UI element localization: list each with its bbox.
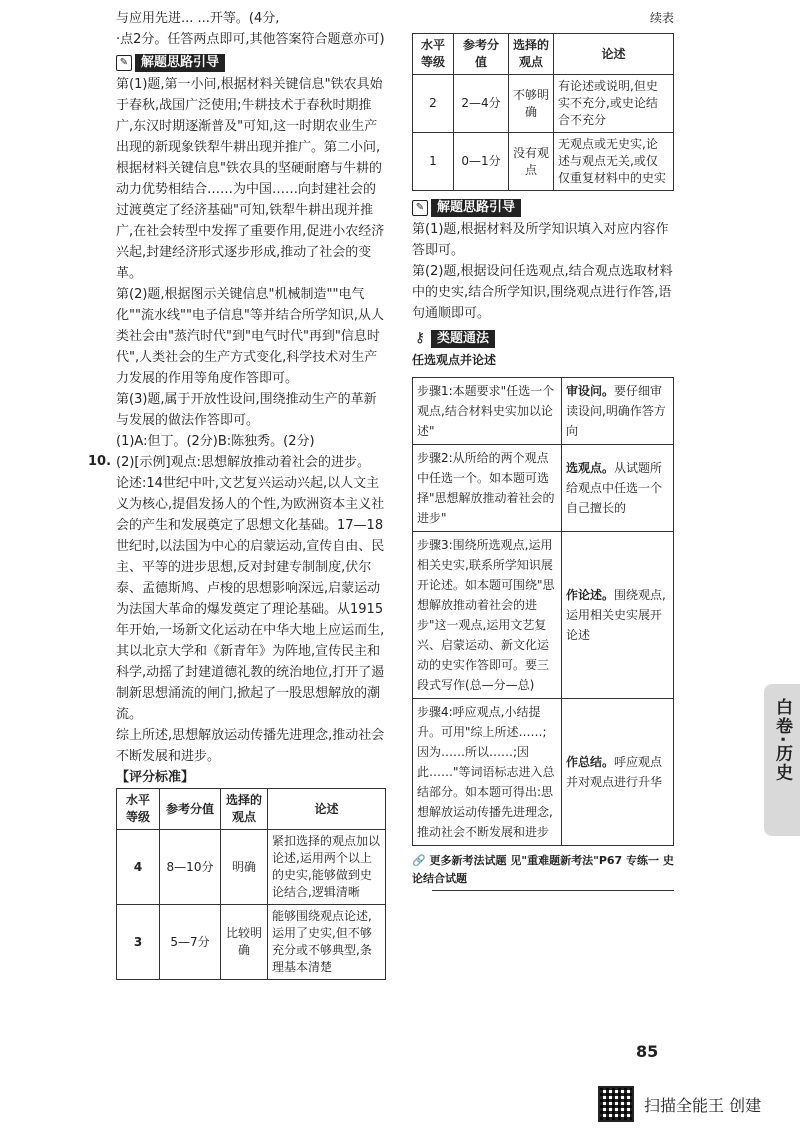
table-cell: 明确 bbox=[221, 830, 268, 905]
method-steps-table bbox=[412, 377, 674, 846]
footer bbox=[598, 1086, 761, 1122]
table-cell: 5—7分 bbox=[160, 905, 221, 980]
section-header-label: 解题思路引导 bbox=[135, 54, 225, 72]
qr-code-icon bbox=[598, 1086, 634, 1122]
grading-table-continued bbox=[412, 33, 674, 191]
table-header: 参考分值 bbox=[160, 789, 221, 830]
table-row bbox=[413, 532, 674, 699]
answer-10-part-1: (1)A:但丁。(2分)B:陈独秀。(2分) bbox=[116, 434, 315, 449]
table-row bbox=[117, 905, 386, 980]
side-tab bbox=[764, 684, 800, 836]
section-header-guide-2 bbox=[412, 199, 674, 217]
table-header: 参考分值 bbox=[454, 34, 509, 75]
step-action: 选观点。从试题所给观点中任选一个自己擅长的 bbox=[562, 445, 674, 532]
table-cell: 有论述或说明,但史实不充分,或史论结合不充分 bbox=[554, 75, 674, 133]
table-cell: 2 bbox=[413, 75, 454, 133]
footer-text: 扫描全能王 创建 bbox=[644, 1095, 762, 1115]
table-cell: 1 bbox=[413, 133, 454, 191]
answer-10-argument: 论述:14世纪中叶,文艺复兴运动兴起,以人文主义为核心,提倡发扬人的个性,为欧洲资本主义社会的产生和发展奠定了思想文化基础。17—18世纪时,以法国为中心的启蒙运动,宣传自由、民主、平等的进步思想,反对封建专制制度,伏尔泰、孟德斯鸠、卢梭的思想影响深远,启蒙运动为法国大革命的爆发奠定了理论基础。从1915年开始,一场新文化运动在中华大地上应运而生,其以北京大学和《新青年》为阵地,宣传民主和科学,动摇了封建道德礼教的统治地位,打开了遏制新思想涌流的闸门,掀起了一股思想解放的潮流。 bbox=[116, 476, 385, 722]
section-header-label: 解题思路引导 bbox=[431, 199, 521, 217]
left-column bbox=[116, 8, 386, 980]
table-cell: 4 bbox=[117, 830, 160, 905]
table-row bbox=[413, 133, 674, 191]
top-line-2: ·点2分。任答两点即可,其他答案符合题意亦可) bbox=[116, 32, 385, 47]
side-tab-label: 白卷·历史 bbox=[772, 698, 792, 783]
step-action: 作总结。呼应观点并对观点进行升华 bbox=[562, 699, 674, 846]
table-row bbox=[413, 699, 674, 846]
table-row bbox=[413, 445, 674, 532]
guide-paragraph-1: 第(1)题,第一小问,根据材料关键信息"铁农具始于春秋,战国广泛使用;牛耕技术于春秋时期推广,东汉时期逐渐普及"可知,这一时期农业生产出现的新现象铁犁牛耕出现并推广。第二小问,根据材料关键信息"铁农具的坚硬耐磨与牛耕的动力优势相结合……为中国……向封建社会的过渡奠定了经济基础"可知,铁犁牛耕出现并推广,在社会转型中发挥了重要作用,促进小农经济兴起,封建经济形式逐步形成,推动了社会的变革。 bbox=[116, 77, 385, 281]
table-header: 选择的观点 bbox=[221, 789, 268, 830]
table-row bbox=[117, 830, 386, 905]
table-header-row bbox=[117, 789, 386, 830]
continued-label: 续表 bbox=[649, 11, 674, 25]
top-line-1: 与应用先进... ...开等。(4分, bbox=[116, 11, 280, 26]
table-header: 论述 bbox=[554, 34, 674, 75]
right-column bbox=[412, 8, 674, 895]
step-description: 步骤2:从所给的两个观点中任选一个。如本题可选择"思想解放推动着社会的进步" bbox=[413, 445, 562, 532]
table-header: 水平等级 bbox=[413, 34, 454, 75]
grading-table bbox=[116, 788, 386, 980]
table-cell: 没有观点 bbox=[509, 133, 554, 191]
table-cell: 2—4分 bbox=[454, 75, 509, 133]
step-action: 审设问。要仔细审读设问,明确作答方向 bbox=[562, 378, 674, 445]
table-cell: 能够围绕观点论述,运用了史实,但不够充分或不够典型,条理基本清楚 bbox=[268, 905, 386, 980]
guide-paragraph-1: 第(1)题,根据材料及所学知识填入对应内容作答即可。 bbox=[412, 222, 669, 258]
section-header-label: 类题通法 bbox=[431, 330, 495, 348]
table-header: 水平等级 bbox=[117, 789, 160, 830]
table-cell: 无观点或无史实,论述与观点无关,或仅仅重复材料中的史实 bbox=[554, 133, 674, 191]
divider bbox=[432, 890, 674, 891]
step-description: 步骤3:围绕所选观点,运用相关史实,联系所学知识展开论述。如本题可围绕"思想解放推动着社会的进步"这一观点,运用文艺复兴、启蒙运动、新文化运动的史实作答即可。要三段式写作(总—分—总) bbox=[413, 532, 562, 699]
table-cell: 比较明确 bbox=[221, 905, 268, 980]
table-row bbox=[413, 378, 674, 445]
method-title: 任选观点并论述 bbox=[412, 353, 497, 367]
answer-10-conclusion: 综上所述,思想解放运动传播先进理念,推动社会不断发展和进步。 bbox=[116, 728, 385, 764]
section-header-guide bbox=[116, 54, 386, 72]
table-cell: 0—1分 bbox=[454, 133, 509, 191]
table-header: 论述 bbox=[268, 789, 386, 830]
table-row bbox=[413, 75, 674, 133]
guide-paragraph-2: 第(2)题,根据设问任选观点,结合观点选取材料中的史实,结合所学知识,围绕观点进行作答,语句通顺即可。 bbox=[412, 264, 673, 321]
grading-title: 【评分标准】 bbox=[116, 770, 195, 785]
table-header: 选择的观点 bbox=[509, 34, 554, 75]
table-cell: 不够明确 bbox=[509, 75, 554, 133]
table-header-row bbox=[413, 34, 674, 75]
table-cell: 8—10分 bbox=[160, 830, 221, 905]
guide-paragraph-3: 第(3)题,属于开放性设问,围绕推动生产的革新与发展的做法作答即可。 bbox=[116, 392, 377, 428]
step-description: 步骤4:呼应观点,小结提升。可用"综上所述……;因为……所以……;因此……"等词语标志进入总结部分。如本题可得出:思想解放运动传播先进理念,推动社会不断发展和进步 bbox=[413, 699, 562, 846]
table-cell: 紧扣选择的观点加以论述,运用两个以上的史实,能够做到史论结合,逻辑清晰 bbox=[268, 830, 386, 905]
pencil-icon: ✎ bbox=[412, 200, 428, 216]
question-number: 10. bbox=[88, 454, 112, 469]
step-description: 步骤1:本题要求"任选一个观点,结合材料史实加以论述" bbox=[413, 378, 562, 445]
guide-paragraph-2: 第(2)题,根据图示关键信息"机械制造""电气化""流水线""电子信息"等并结合所学知识,从人类社会由"蒸汽时代"到"电气时代"再到"信息时代",人类社会的生产方式变化,科学技术对生产力发展的作用等角度作答即可。 bbox=[116, 287, 385, 386]
table-cell: 3 bbox=[117, 905, 160, 980]
answer-10-part-2: (2)[示例]观点:思想解放推动着社会的进步。 bbox=[116, 455, 370, 470]
page-number: 85 bbox=[636, 1042, 659, 1061]
pencil-icon: ✎ bbox=[116, 55, 132, 71]
section-header-method bbox=[412, 330, 674, 348]
key-icon: ⚷ bbox=[414, 330, 426, 346]
step-action: 作论述。围绕观点,运用相关史实展开论述 bbox=[562, 532, 674, 699]
more-questions-link[interactable]: 🔗 更多新考法试题 见"重难题新考法"P67 专练一 史论结合试题 bbox=[412, 854, 674, 885]
link-icon: 🔗 bbox=[412, 854, 430, 867]
